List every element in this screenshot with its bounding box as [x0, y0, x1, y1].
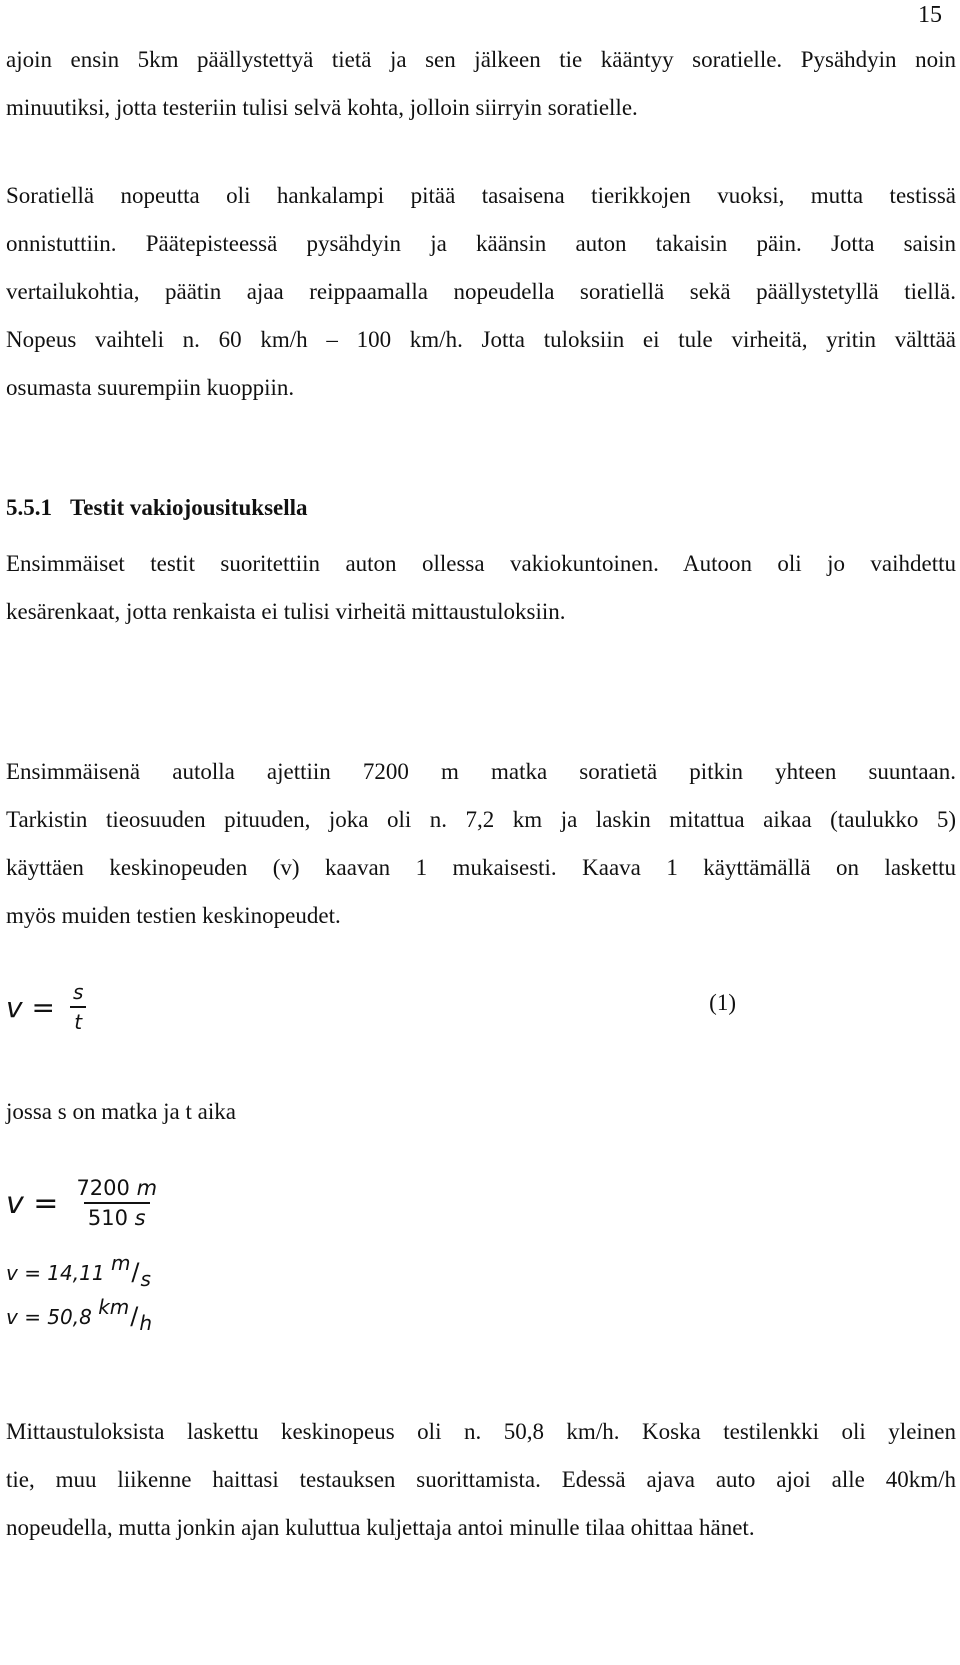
- text-line: Soratiellä nopeutta oli hankalampi pitää tasaisena tierikkojen vuoksi, mutta testissä: [6, 183, 956, 208]
- unit-top: km: [98, 1295, 130, 1319]
- text-line: Mittaustuloksista laskettu keskinopeus oli n. 50,8 km/h. Koska testilenkki oli yleinen: [6, 1419, 956, 1444]
- text-line: nopeudella, mutta jonkin ajan kuluttua kuljettaja antoi minulle tilaa ohittaa hänet.: [6, 1515, 755, 1540]
- text-line: myös muiden testien keskinopeudet.: [6, 903, 341, 928]
- formula-fraction: [69, 980, 87, 1034]
- paragraph-route-intro: [6, 36, 956, 132]
- formula-average-speed: [6, 980, 87, 1034]
- denominator-unit: s: [134, 1206, 146, 1230]
- text-line: tie, muu liikenne haittasi testauksen suorittamista. Edessä ajava auto ajoi alle 40km/h: [6, 1467, 956, 1492]
- fraction-numerator: s: [72, 980, 84, 1004]
- section-number: 5.5.1: [6, 495, 52, 520]
- numerator-value: 7200: [76, 1176, 130, 1200]
- fraction-numerator: [72, 1176, 161, 1202]
- paragraph-gravel-road: [6, 172, 956, 412]
- calc-lhs: v = 14,11: [6, 1261, 105, 1285]
- fraction-denominator: t: [70, 1006, 86, 1034]
- formula-explanation: jossa s on matka ja t aika: [6, 1099, 236, 1124]
- text-line: osumasta suurempiin kuoppiin.: [6, 375, 295, 400]
- text-line: kesärenkaat, jotta renkaista ei tulisi virheitä mittaustuloksiin.: [6, 599, 566, 624]
- fraction-denominator: [84, 1202, 150, 1230]
- unit-slash: /: [130, 1302, 139, 1330]
- formula-lhs: v =: [6, 990, 55, 1024]
- calc-lhs: v = 50,8: [6, 1305, 92, 1329]
- numerator-unit: m: [136, 1176, 158, 1200]
- section-title: Testit vakiojousituksella: [70, 495, 308, 520]
- paragraph-stock-suspension: [6, 540, 956, 636]
- text-line: ajoin ensin 5km päällystettyä tietä ja sen jälkeen tie kääntyy soratielle. Pysähdyin noin: [6, 47, 956, 72]
- text-line: Ensimmäisenä autolla ajettiin 7200 m matka soratietä pitkin yhteen suuntaan.: [6, 759, 956, 784]
- calc-line-ms: [6, 1251, 151, 1291]
- page-number: 15: [918, 2, 942, 28]
- text-line: Nopeus vaihteli n. 60 km/h – 100 km/h. Jotta tuloksiin ei tule virheitä, yritin välttää: [6, 327, 956, 352]
- section-heading: [6, 484, 308, 532]
- text-line: käyttäen keskinopeuden (v) kaavan 1 mukaisesti. Kaava 1 käyttämällä on laskettu: [6, 855, 956, 880]
- calc-line-kmh: [6, 1295, 153, 1335]
- calc-line-fraction: [6, 1176, 161, 1230]
- unit-top: m: [110, 1251, 131, 1275]
- paragraph-first-test: [6, 748, 956, 940]
- unit-bottom: s: [140, 1267, 151, 1291]
- text-line: Tarkistin tieosuuden pituuden, joka oli n. 7,2 km ja laskin mitattua aikaa (taulukko 5): [6, 807, 956, 832]
- text-line: vertailukohtia, päätin ajaa reippaamalla nopeudella soratiellä sekä päällystetyllä tiellä.: [6, 279, 956, 304]
- unit-bottom: h: [139, 1311, 153, 1335]
- calc-fraction: [72, 1176, 161, 1230]
- paragraph-result: [6, 1408, 956, 1552]
- denominator-value: 510: [87, 1206, 128, 1230]
- unit-slash: /: [131, 1258, 140, 1286]
- equation-number: (1): [709, 990, 736, 1015]
- calc-lhs: v =: [6, 1185, 59, 1221]
- text-line: minuutiksi, jotta testeriin tulisi selvä kohta, jolloin siirryin soratielle.: [6, 95, 638, 120]
- text-line: onnistuttiin. Päätepisteessä pysähdyin ja käänsin auton takaisin päin. Jotta saisin: [6, 231, 956, 256]
- text-line: Ensimmäiset testit suoritettiin auton ollessa vakiokuntoinen. Autoon oli jo vaihdettu: [6, 551, 956, 576]
